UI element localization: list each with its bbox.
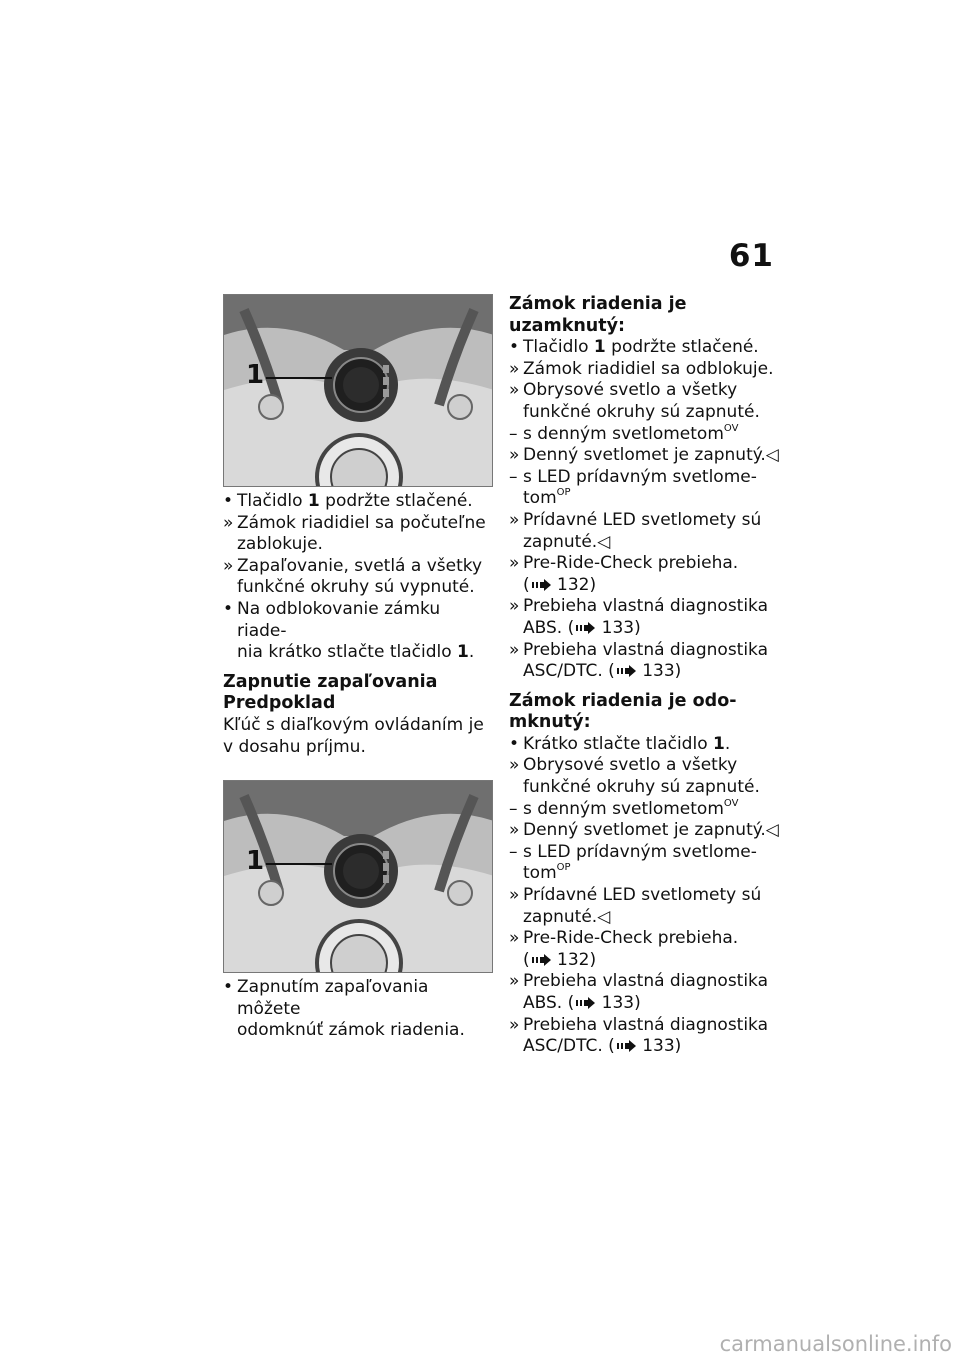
result-marker: » [509,358,520,379]
result-marker: » [509,380,520,401]
bullet-marker: • [223,491,234,511]
condition-marker: – [509,466,518,487]
result-marker: » [509,755,520,776]
section-heading: Zámok riadenia je odo- [509,690,737,711]
callout-1-label: 1 [246,360,265,390]
right-column: Zámok riadenia je uzamknutý: • Tlačidlo 1 podržte stlačené. » Zámok riadidiel sa odblokuje. » Obrysové svetlo a všetky funkčné okruhy sú zapnuté. – s denným svetlometom$^{OV}$ » Denný svetlomet je zapnutý.◁ – s LED prídavným svetlome- tom$^{OP}$ » Prídavné LED svetlomety sú zapnuté.◁ » Pre-Ride-Check prebieha. ( 132) » Prebieha vlastná diagnostika ABS. ( 133) » Prebieha vlastná diagnostika ASC/DTC. ( 133) Zámok riadenia je odo- mknutý: • Krátko stlačte tlačidlo 1. » Obrysové svetlo a všetky funkčné okruhy sú zapnuté. – s denným svetlometom$^{OV}$ » Denný svetlomet je zapnutý.◁ – s LED prídavným svetlome- tom$^{OP}$ » Prídavné LED svetlomety sú zapnuté.◁ » Pre-Ride-Check prebieha. ( 132) » Prebieha vlastná diagnostika ABS. ( 133) » Prebieha vlastná diagnostika ASC/DTC. ( 133) [509,294,789,1058]
page-reference-arrow-icon [574,997,596,1009]
result-marker: » [509,639,520,660]
condition-marker: – [509,423,518,444]
condition-marker: – [509,841,518,862]
paragraph: Kľúč s diaľkovým ovládaním je [223,714,484,735]
end-marker: ◁ [765,820,779,841]
step-unlock: • Na odblokovanie zámku riade- [223,598,441,641]
page-reference-arrow-icon [530,579,552,591]
condition-marker: – [509,798,518,819]
result-lock: » Zámok riadidiel sa počuteľne [223,512,486,533]
watermark: carmanualsonline.info [719,1332,952,1356]
result-marker: » [509,885,520,906]
result-marker: » [509,445,520,466]
result-ignition-off: » Zapaľovanie, svetlá a všetky [223,555,483,576]
result-marker: » [509,596,520,617]
page-reference-arrow-icon [615,1040,637,1052]
result-marker: » [509,509,520,530]
page-number: 61 [728,238,774,274]
result-marker: » [509,553,520,574]
subsection-heading: Predpoklad [223,693,336,714]
bullet-marker: • [509,733,520,754]
bullet-marker: • [223,977,234,998]
result-marker: » [509,1014,520,1035]
end-marker: ◁ [597,906,611,927]
result-marker: » [509,820,520,841]
ignition-button-photo-1 [223,294,493,487]
end-marker: ◁ [765,445,779,466]
step-press-button: • Tlačidlo 1 podržte stlačené. [223,491,473,511]
ignition-button-photo-2 [223,780,493,973]
paragraph: v dosahu príjmu. [223,736,366,757]
page-reference-arrow-icon [530,954,552,966]
result-marker: » [509,928,520,949]
result-marker: » [223,512,234,533]
step-ignition-on: • Zapnutím zapaľovania môžete [223,977,429,1019]
section-heading: Zámok riadenia je uzamknutý: [509,294,687,336]
callout-1-label: 1 [246,846,265,877]
handlebar-illustration [224,295,493,487]
left-column: 1 • Tlačidlo 1 podržte stlačené. » Zámok riadidiel sa počuteľne zablokuje. » Zapaľovanie, svetlá a všetky funkčné okruhy sú vypnuté. • Na odblokovanie zámku riade- nia krátko stlačte tlačidlo 1. Zapnutie zapaľovania Predpoklad Kľúč s diaľkovým ovládaním je v dosahu príjmu. 1 • Zapnutím zapaľovania môžete odomknúť zámok riadenia. [223,294,495,1042]
end-marker: ◁ [597,531,611,552]
section-heading: Zapnutie zapaľovania [223,671,438,692]
handlebar-illustration [224,781,493,973]
page-reference-arrow-icon [615,665,637,677]
result-marker: » [509,971,520,992]
bullet-marker: • [223,598,234,619]
page-reference-arrow-icon [574,622,596,634]
result-marker: » [223,555,234,576]
bullet-marker: • [509,337,520,358]
